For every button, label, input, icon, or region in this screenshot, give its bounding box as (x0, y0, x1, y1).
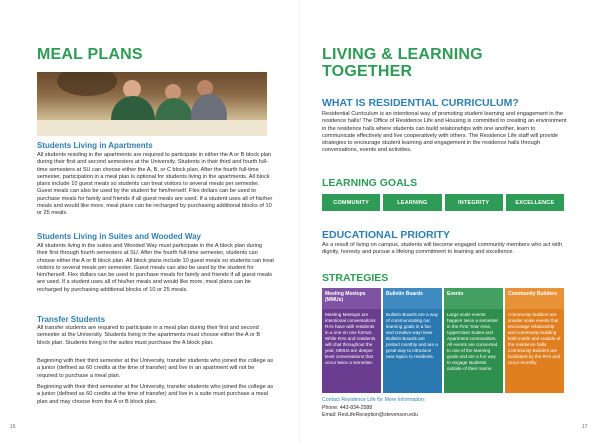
goal-community: COMMUNITY (322, 194, 380, 211)
goal-learning: LEARNING (383, 194, 441, 211)
goal-integrity: INTEGRITY (445, 194, 503, 211)
page-title-meal-plans: MEAL PLANS (37, 46, 143, 63)
page-number-right: 17 (582, 424, 588, 430)
paragraph-apartments: All students residing in the apartments are required to participate in either the A or B block plan during their first and second semesters at the University. Students in their third and fourth full-time semesters at SU can choose either the A, B, or C block plan. After the fourth full-time semester, participation in a meal plan is optional for students living in the apartments. All block plans include 10 guest meals so students can treat visitors to several meals per semester. Guest meals can also be used by the student for him/herself. Flex dollars can be used to purchase meals for family and friends if all guest meals are used. If a student uses all of his/her meals and would like more, meal plans can be recharged by purchasing additional blocks of 10 or 25 meals. (37, 152, 273, 216)
paragraph-transfer-3: Beginning with their third semester at the University, transfer students who joined the college as a junior (defined as 60 credits at the time of transfer) and live in a suite must purchase a meal plan and may choose from the A or B block plan. (37, 384, 274, 405)
learning-goals-bar (322, 194, 564, 211)
page-spine (299, 0, 300, 443)
heading-suites: Students Living in Suites and Wooded Way (37, 232, 202, 241)
title-line-2: TOGETHER (322, 63, 413, 80)
photo-shade (57, 72, 117, 96)
paragraph-transfer-1: All transfer students are required to participate in a meal plan during their first and second semester at the University. Students living in the apartments must choose either the A or B block plan. Students living in the suites must purchase the A block plan. (37, 325, 261, 346)
paragraph-residential-curriculum: Residential Curriculum is an intentional way of promoting student learning and engagement in the residence halls! The Office of Residence Life and Housing is committed to creating an environment in the residence halls where students can build relationships with one another, learn to communicate effectively and live cooperatively with others. The Residence Life staff will provide strategies to encourage student learning and engagement in the residence halls through conversations, events and activities. (322, 111, 567, 154)
heading-strategies: STRATEGIES (322, 272, 389, 284)
goal-excellence: EXCELLENCE (506, 194, 564, 211)
strategy-meeting-meetups (322, 288, 381, 393)
photo-table (37, 120, 267, 136)
strategies-grid (322, 288, 564, 393)
strategy-community-builders (505, 288, 564, 393)
page-number-left: 16 (10, 424, 16, 430)
heading-apartments: Students Living in Apartments (37, 141, 153, 150)
page-title-living-learning (322, 46, 562, 80)
heading-educational-priority: EDUCATIONAL PRIORITY (322, 229, 450, 241)
contact-phone: Phone: 443-834-2588 (322, 404, 373, 411)
strategy-text: Bulletin Boards are a way of communicating our learning goals in a fun and creative way! New Bulletin Boards are posted monthly and are a great way to introduce new topics to residents. (386, 312, 439, 359)
strategy-events (444, 288, 503, 393)
heading-learning-goals: LEARNING GOALS (322, 177, 418, 189)
students-dining-photo (37, 72, 267, 136)
strategy-title: Bulletin Boards (383, 288, 442, 309)
title-line-1: LIVING & LEARNING (322, 46, 483, 63)
strategy-title: Community Builders (505, 288, 564, 309)
paragraph-transfer-2: Beginning with their third semester at the University, transfer students who joined the college as a junior (defined as 60 credits at the time of transfer) and live in an apartment will not be required to purchase a meal plan. (37, 358, 274, 379)
paragraph-suites: All students living in the suites and Wooded Way must participate in the A block plan during their first through fourth semesters at SU. After the fourth full-time semester, students can choose either the A or B block plan. All block plans include 10 guest meals so students can treat visitors to several meals per semester. Guest meals can also be used by the student for him/herself. Flex dollars can be used to purchase meals for family and friends if all guest meals are used. If a student uses all of his/her meals and would like more, meal plans can be recharged by purchasing additional blocks of 10 or 25 meals. (37, 243, 274, 293)
strategy-title: Meeting Meetups (MMUs) (322, 288, 381, 309)
strategy-text: Meeting Meetups are intentional conversations RAs have with residents in a one on one format. While RAs and residents will chat throughout the year, MMUs are deeper level conversations that occur twice a semester. (325, 312, 376, 365)
contact-info (322, 397, 425, 420)
contact-heading: Contact Residence Life for More Information: (322, 397, 426, 403)
strategy-title: Events (444, 288, 503, 309)
strategy-text: Community builders are smaller scale events that encourage relationship and community building both inside and outside of the residence halls. Community Builders are facilitated by the RAs and occur monthly. (508, 312, 561, 365)
paragraph-educational-priority: As a result of living on campus, students will become engaged community members who act with dignity, honesty and pursue a lifelong commitment to learning and excellence. (322, 242, 563, 256)
contact-email-link[interactable]: Email: ResLifeReception@stevenson.edu (322, 412, 418, 418)
strategy-text: Large scale events happen twice a semester in the First Year Area, Upperclass Suites and Apartment communities. All events are connected to one of the learning goals and are a fun way to engage students outside of their rooms. (447, 312, 499, 371)
heading-transfer: Transfer Students (37, 315, 106, 324)
heading-residential-curriculum: WHAT IS RESIDENTIAL CURRICULUM? (322, 97, 519, 109)
strategy-bulletin-boards (383, 288, 442, 393)
